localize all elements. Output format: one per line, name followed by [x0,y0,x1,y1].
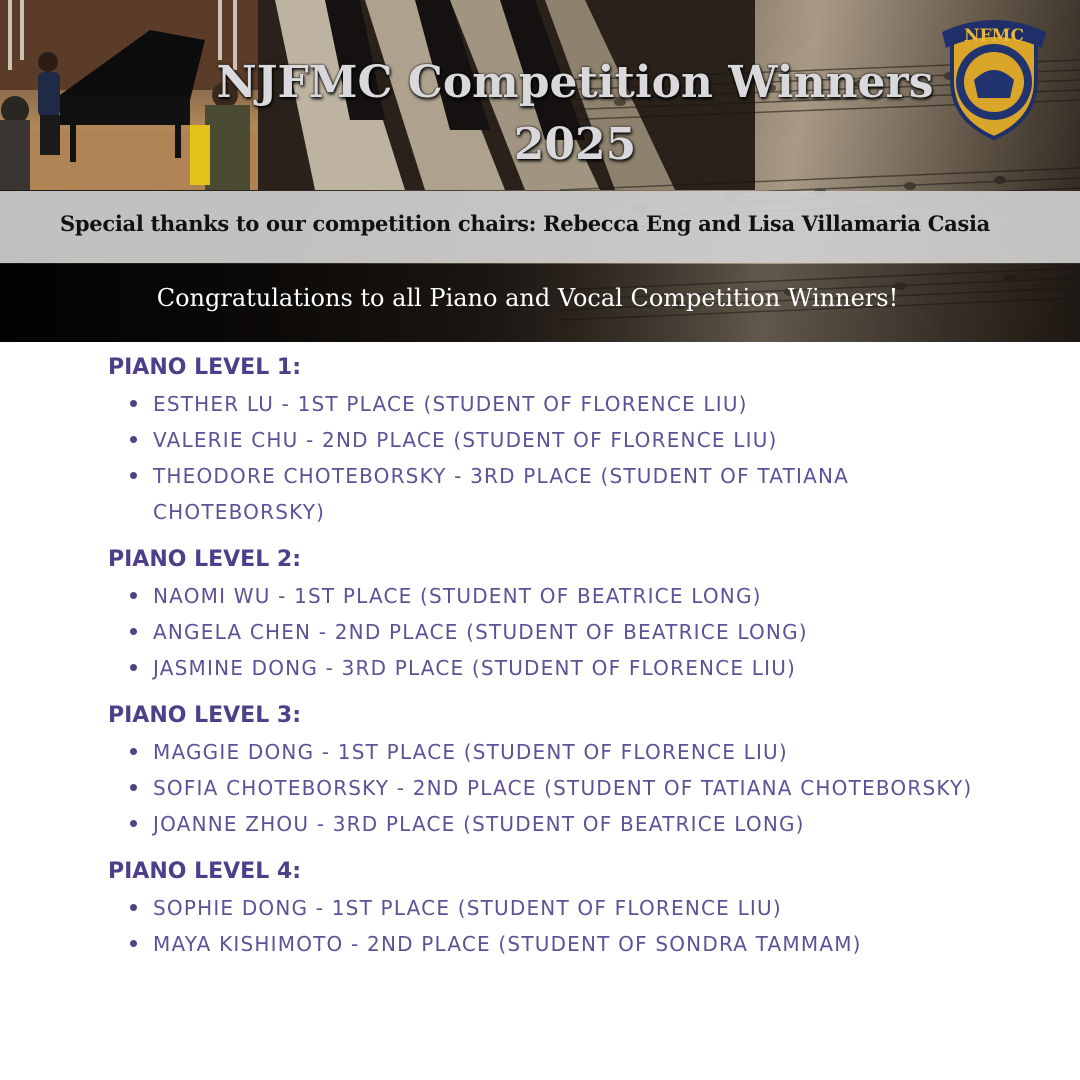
list-item: ESTHER LU - 1ST PLACE (STUDENT OF FLORENCE LIU) [108,386,1023,422]
list-item: JASMINE DONG - 3RD PLACE (STUDENT OF FLORENCE LIU) [108,650,1023,686]
header-banner [0,0,1080,342]
bullet-icon [130,784,137,791]
title-line-1: NJFMC Competition Winners [216,57,934,108]
bullet-icon [130,664,137,671]
section-piano-level-4 [108,854,1058,962]
bullet-icon [130,628,137,635]
list-item: JOANNE ZHOU - 3RD PLACE (STUDENT OF BEATRICE LONG) [108,806,1023,842]
list-item: THEODORE CHOTEBORSKY - 3RD PLACE (STUDENT OF TATIANA CHOTEBORSKY) [108,458,1023,530]
section-piano-level-1 [108,350,1058,530]
congrats-text: Congratulations to all Piano and Vocal Competition Winners! [156,284,899,312]
nfmc-logo [938,10,1050,142]
list-item: SOFIA CHOTEBORSKY - 2ND PLACE (STUDENT OF TATIANA CHOTEBORSKY) [108,770,1023,806]
section-title: PIANO LEVEL 4: [108,859,301,884]
section-piano-level-2 [108,542,1058,686]
section-title: PIANO LEVEL 3: [108,703,301,728]
bullet-icon [130,820,137,827]
page-title [200,52,950,176]
bullet-icon [130,436,137,443]
list-item: NAOMI WU - 1ST PLACE (STUDENT OF BEATRICE LONG) [108,578,1023,614]
list-item: ANGELA CHEN - 2ND PLACE (STUDENT OF BEATRICE LONG) [108,614,1023,650]
section-piano-level-3 [108,698,1058,842]
bullet-icon [130,592,137,599]
list-item: VALERIE CHU - 2ND PLACE (STUDENT OF FLORENCE LIU) [108,422,1023,458]
bullet-icon [130,472,137,479]
section-title: PIANO LEVEL 2: [108,547,301,572]
thanks-text: Special thanks to our competition chairs: Rebecca Eng and Lisa Villamaria Casia [60,211,990,236]
list-item: MAYA KISHIMOTO - 2ND PLACE (STUDENT OF SONDRA TAMMAM) [108,926,1023,962]
bullet-icon [130,400,137,407]
bullet-icon [130,940,137,947]
bullet-icon [130,904,137,911]
title-line-2: 2025 [513,119,637,170]
section-title: PIANO LEVEL 1: [108,355,301,380]
list-item: SOPHIE DONG - 1ST PLACE (STUDENT OF FLORENCE LIU) [108,890,1023,926]
bullet-icon [130,748,137,755]
list-item: MAGGIE DONG - 1ST PLACE (STUDENT OF FLORENCE LIU) [108,734,1023,770]
winners-list [108,350,1058,962]
svg-text:NFMC: NFMC [964,26,1024,46]
